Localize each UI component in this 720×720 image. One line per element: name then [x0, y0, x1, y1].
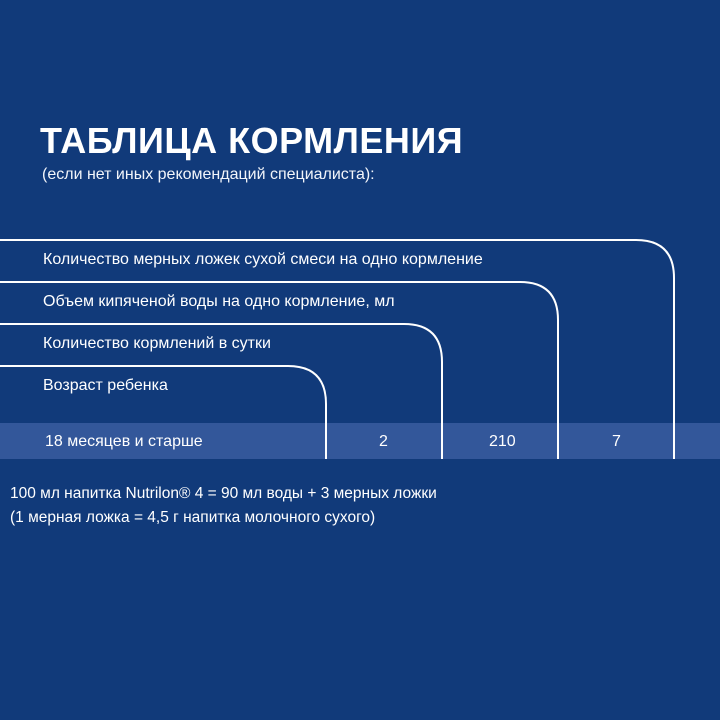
page-title: ТАБЛИЦА КОРМЛЕНИЯ	[40, 120, 464, 161]
cell-feedings: 2	[379, 433, 388, 450]
note-ratio: 100 мл напитка Nutrilon® 4 = 90 мл воды + 3 мерных ложки	[10, 485, 437, 502]
cell-age: 18 месяцев и старше	[45, 433, 203, 450]
cell-scoops: 7	[612, 433, 621, 450]
header-feedings: Количество кормлений в сутки	[43, 335, 271, 352]
header-water: Объем кипяченой воды на одно кормление, мл	[43, 293, 395, 310]
note-scoop-weight: (1 мерная ложка = 4,5 г напитка молочного сухого)	[10, 509, 376, 526]
cell-water: 210	[489, 433, 516, 450]
header-scoops: Количество мерных ложек сухой смеси на одно кормление	[43, 251, 483, 268]
header-age: Возраст ребенка	[43, 377, 168, 394]
page-subtitle: (если нет иных рекомендаций специалиста):	[42, 166, 375, 183]
